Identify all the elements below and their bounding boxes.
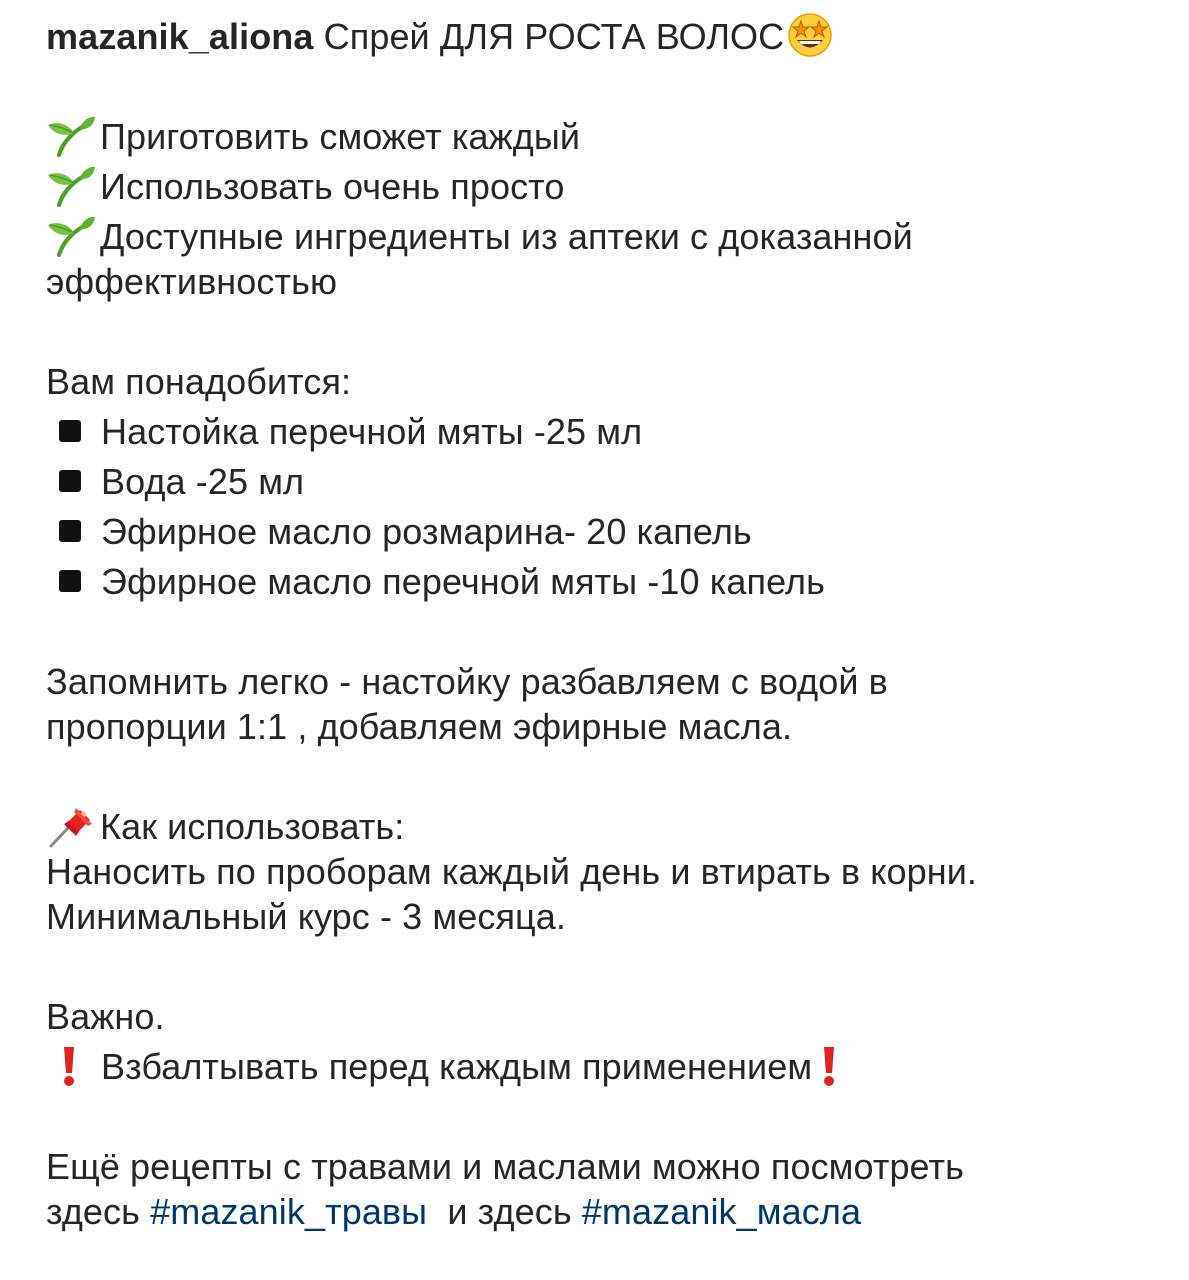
hashtags-line	[46, 1187, 1156, 1237]
username-link[interactable]: mazanik_aliona	[46, 16, 314, 57]
more-prefix: здесь	[46, 1191, 140, 1232]
ingredient-item	[46, 507, 1156, 557]
more-middle: и здесь	[447, 1191, 572, 1232]
usage-text: Наносить по проборам каждый день и втирать в корни.	[46, 851, 978, 892]
black-square-icon	[59, 420, 81, 442]
blank-line	[46, 752, 1156, 802]
feature-text: Приготовить сможет каждый	[100, 116, 581, 157]
more-recipes-text: Ещё рецепты с травами и маслами можно посмотреть	[46, 1146, 964, 1187]
ingredient-item	[46, 407, 1156, 457]
seedling-icon	[46, 165, 96, 207]
feature-line	[46, 112, 1156, 162]
ingredient-item	[46, 457, 1156, 507]
remember-text: Запомнить легко - настойку разбавляем с водой в	[46, 661, 888, 702]
black-square-icon	[59, 570, 81, 592]
feature-line	[46, 162, 1156, 212]
ingredient-text: Эфирное масло перечной мяты -10 капель	[101, 561, 825, 602]
blank-line	[46, 607, 1156, 657]
exclamation-icon	[816, 1045, 842, 1087]
ingredients-heading: Вам понадобится:	[46, 361, 352, 402]
important-text: Взбалтывать перед каждым применением	[101, 1046, 813, 1087]
blank-line	[46, 307, 1156, 357]
black-square-icon	[59, 520, 81, 542]
usage-heading-line	[46, 802, 1156, 847]
post-caption	[46, 12, 1156, 1237]
important-heading: Важно.	[46, 996, 165, 1037]
ingredient-text: Вода -25 мл	[101, 461, 305, 502]
blank-line	[46, 1092, 1156, 1142]
star-struck-icon	[786, 11, 834, 57]
ingredient-item	[46, 557, 1156, 607]
pushpin-icon	[46, 804, 96, 848]
usage-text: Минимальный курс - 3 месяца.	[46, 896, 566, 937]
seedling-icon	[46, 215, 96, 257]
blank-line	[46, 942, 1156, 992]
exclamation-icon	[56, 1045, 82, 1087]
feature-text-wrap: эффективностью	[46, 261, 338, 302]
feature-text: Использовать очень просто	[100, 166, 565, 207]
ingredient-text: Настойка перечной мяты -25 мл	[101, 411, 643, 452]
important-line	[46, 1042, 1156, 1092]
hashtag-link-herbs[interactable]: #mazanik_травы	[150, 1191, 428, 1232]
caption-title-line	[46, 12, 1156, 62]
hashtag-link-oils[interactable]: #mazanik_масла	[581, 1191, 862, 1232]
blank-line	[46, 62, 1156, 112]
remember-text: пропорции 1:1 , добавляем эфирные масла.	[46, 706, 793, 747]
feature-text: Доступные ингредиенты из аптеки с доказанной	[100, 216, 913, 257]
ingredient-text: Эфирное масло розмарина- 20 капель	[101, 511, 752, 552]
feature-line	[46, 212, 1156, 257]
usage-heading: Как использовать:	[100, 806, 405, 847]
black-square-icon	[59, 470, 81, 492]
seedling-icon	[46, 115, 96, 157]
caption-title: Спрей ДЛЯ РОСТА ВОЛОС	[323, 16, 785, 57]
